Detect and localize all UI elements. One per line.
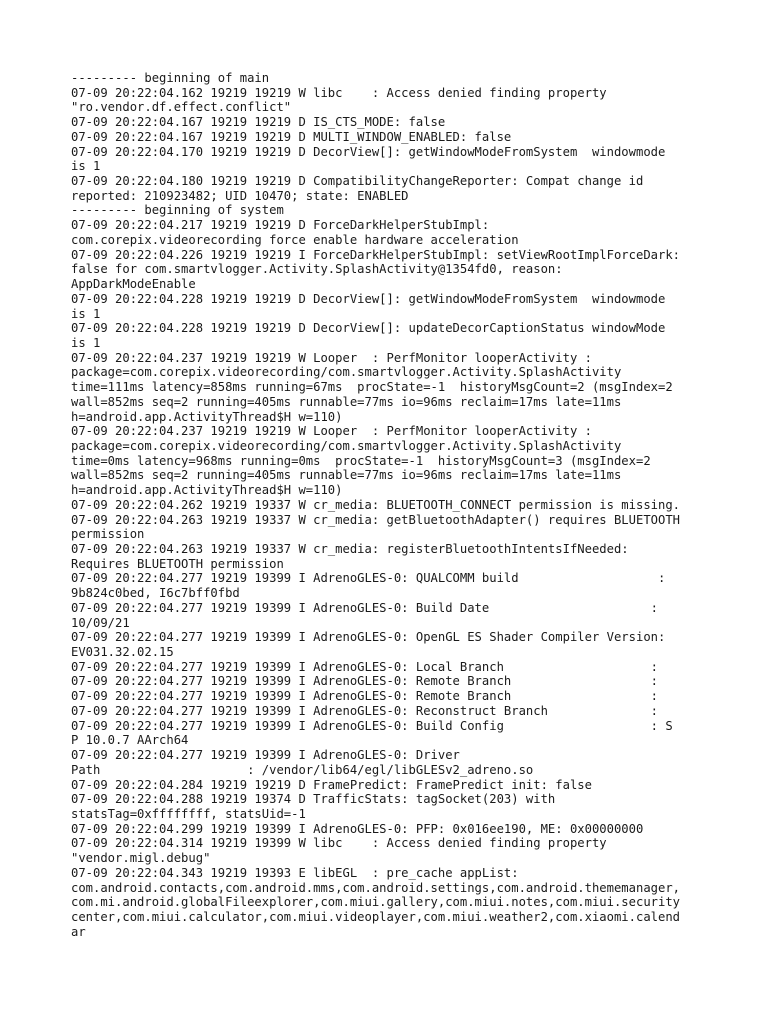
log-line: wall=852ms seq=2 running=405ms runnable=77ms io=96ms reclaim=17ms late=11ms	[71, 394, 622, 409]
log-line: time=0ms latency=968ms running=0ms procState=-1 historyMsgCount=3 (msgIndex=2	[71, 453, 651, 468]
log-line: reported: 210923482; UID 10470; state: ENABLED	[71, 188, 409, 203]
log-line: com.android.contacts,com.android.mms,com.android.settings,com.android.thememanager,	[71, 880, 681, 895]
log-line: package=com.corepix.videorecording/com.smartvlogger.Activity.SplashActivity	[71, 365, 622, 380]
log-line: 07-09 20:22:04.167 19219 19219 D MULTI_WINDOW_ENABLED: false	[71, 129, 512, 144]
log-line: 07-09 20:22:04.284 19219 19219 D FramePredict: FramePredict init: false	[71, 777, 592, 792]
log-line: Path : /vendor/lib64/egl/libGLESv2_adreno.so	[71, 762, 534, 777]
log-line: 07-09 20:22:04.217 19219 19219 D ForceDarkHelperStubImpl:	[71, 218, 490, 233]
log-line: 07-09 20:22:04.170 19219 19219 D DecorView[]: getWindowModeFromSystem windowmode	[71, 144, 666, 159]
log-line: AppDarkModeEnable	[71, 277, 196, 292]
log-line: 07-09 20:22:04.277 19219 19399 I AdrenoGLES-0: Remote Branch :	[71, 674, 658, 689]
log-line: 07-09 20:22:04.277 19219 19399 I AdrenoGLES-0: Local Branch :	[71, 659, 658, 674]
log-line: 07-09 20:22:04.277 19219 19399 I AdrenoGLES-0: Driver	[71, 748, 460, 763]
log-line: 07-09 20:22:04.162 19219 19219 W libc : Access denied finding property	[71, 85, 607, 100]
log-line: 07-09 20:22:04.277 19219 19399 I AdrenoGLES-0: Reconstruct Branch :	[71, 703, 658, 718]
log-line: time=111ms latency=858ms running=67ms procState=-1 historyMsgCount=2 (msgIndex=2	[71, 380, 673, 395]
log-line: statsTag=0xffffffff, statsUid=-1	[71, 806, 306, 821]
log-line: 07-09 20:22:04.237 19219 19219 W Looper : PerfMonitor looperActivity :	[71, 350, 592, 365]
log-line: 10/09/21	[71, 615, 130, 630]
log-line: com.mi.android.globalFileexplorer,com.miui.gallery,com.miui.notes,com.miui.security	[71, 895, 681, 910]
log-line: 07-09 20:22:04.343 19219 19393 E libEGL : pre_cache appList:	[71, 865, 519, 880]
log-line: 07-09 20:22:04.299 19219 19399 I AdrenoGLES-0: PFP: 0x016ee190, ME: 0x00000000	[71, 821, 644, 836]
log-line: 07-09 20:22:04.314 19219 19399 W libc : Access denied finding property	[71, 836, 607, 851]
log-line: 07-09 20:22:04.226 19219 19219 I ForceDarkHelperStubImpl: setViewRootImplForceDark:	[71, 247, 681, 262]
log-line: 07-09 20:22:04.228 19219 19219 D DecorView[]: getWindowModeFromSystem windowmode	[71, 291, 666, 306]
log-line: false for com.smartvlogger.Activity.SplashActivity@1354fd0, reason:	[71, 262, 563, 277]
log-line: 07-09 20:22:04.277 19219 19399 I AdrenoGLES-0: Build Date :	[71, 600, 658, 615]
log-line: 07-09 20:22:04.263 19219 19337 W cr_media: registerBluetoothIntentsIfNeeded:	[71, 542, 629, 556]
log-line: 07-09 20:22:04.180 19219 19219 D CompatibilityChangeReporter: Compat change id	[71, 174, 644, 189]
log-line: h=android.app.ActivityThread$H w=110)	[71, 483, 343, 498]
log-line: EV031.32.02.15	[71, 645, 174, 660]
log-line: ar	[71, 924, 86, 939]
log-line: 07-09 20:22:04.167 19219 19219 D IS_CTS_MODE: false	[71, 115, 446, 130]
log-line: 07-09 20:22:04.277 19219 19399 I AdrenoGLES-0: QUALCOMM build :	[71, 571, 666, 586]
log-line: 07-09 20:22:04.277 19219 19399 I AdrenoGLES-0: Build Config : S	[71, 718, 673, 733]
log-line: Requires BLUETOOTH permission	[71, 556, 284, 571]
log-line: 07-09 20:22:04.288 19219 19374 D TrafficStats: tagSocket(203) with	[71, 792, 556, 807]
log-line: "vendor.migl.debug"	[71, 851, 211, 866]
log-line: com.corepix.videorecording force enable hardware acceleration	[71, 232, 519, 247]
log-line: 9b824c0bed, I6c7bff0fbd	[71, 586, 240, 601]
log-line: --------- beginning of system	[71, 203, 284, 218]
log-line: is 1	[71, 335, 101, 350]
log-line: 07-09 20:22:04.277 19219 19399 I AdrenoGLES-0: OpenGL ES Shader Compiler Version:	[71, 630, 666, 645]
log-line: is 1	[71, 159, 101, 174]
log-text-block	[71, 71, 711, 939]
log-line: permission	[71, 527, 145, 542]
log-line: "ro.vendor.df.effect.conflict"	[71, 100, 292, 115]
log-line: h=android.app.ActivityThread$H w=110)	[71, 409, 343, 424]
log-line: 07-09 20:22:04.228 19219 19219 D DecorView[]: updateDecorCaptionStatus windowMode	[71, 321, 666, 336]
log-line: --------- beginning of main	[71, 71, 270, 85]
log-line: 07-09 20:22:04.262 19219 19337 W cr_media: BLUETOOTH_CONNECT permission is missing.	[71, 497, 681, 512]
log-line: 07-09 20:22:04.237 19219 19219 W Looper : PerfMonitor looperActivity :	[71, 424, 592, 439]
log-line: is 1	[71, 306, 101, 321]
log-line: package=com.corepix.videorecording/com.smartvlogger.Activity.SplashActivity	[71, 438, 622, 453]
log-line: P 10.0.7 AArch64	[71, 733, 189, 748]
log-line: 07-09 20:22:04.277 19219 19399 I AdrenoGLES-0: Remote Branch :	[71, 689, 658, 704]
log-line: 07-09 20:22:04.263 19219 19337 W cr_media: getBluetoothAdapter() requires BLUETOOTH	[71, 512, 681, 527]
log-line: center,com.miui.calculator,com.miui.videoplayer,com.miui.weather2,com.xiaomi.calend	[71, 909, 681, 924]
log-line: wall=852ms seq=2 running=405ms runnable=77ms io=96ms reclaim=17ms late=11ms	[71, 468, 622, 483]
